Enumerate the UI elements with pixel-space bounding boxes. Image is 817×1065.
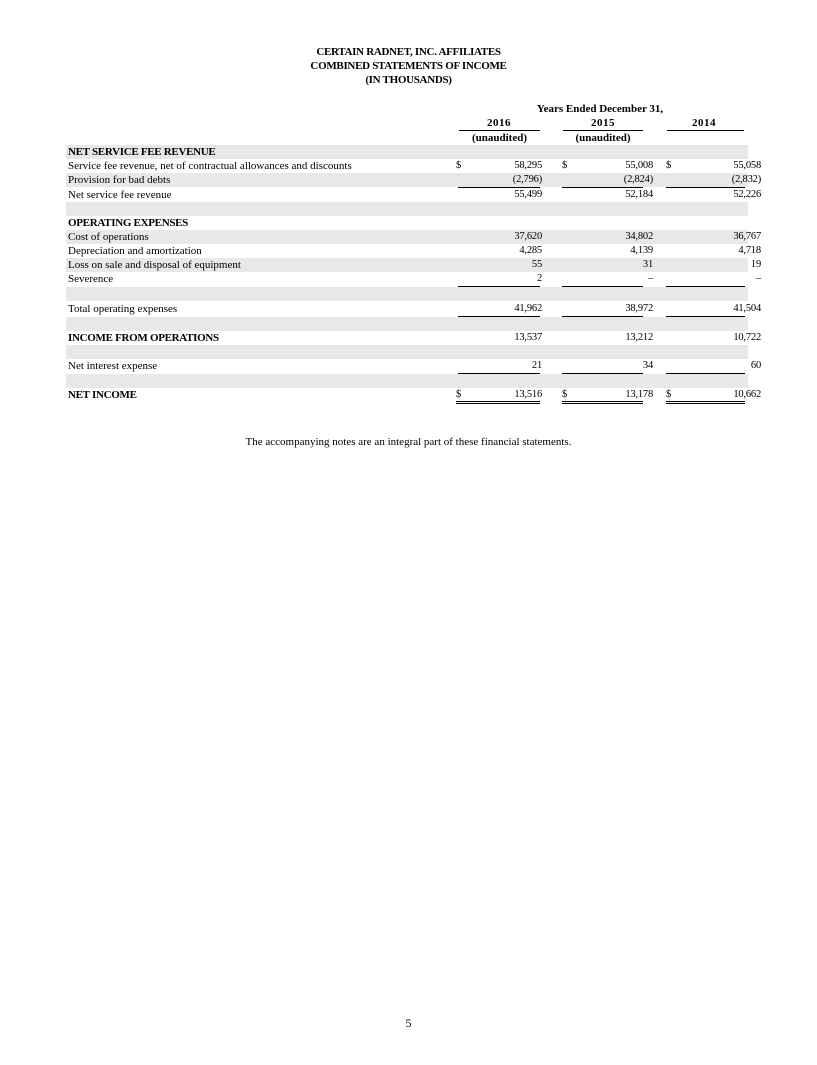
row-label: Net interest expense — [68, 360, 158, 372]
value-2016: 41,962 — [514, 303, 542, 314]
double-rule-2015 — [562, 401, 643, 404]
table-row — [66, 272, 761, 286]
value-2015: 13,212 — [625, 332, 653, 343]
row-label: Depreciation and amortization — [68, 245, 202, 257]
table-row — [66, 302, 761, 316]
value-2015: 38,972 — [625, 303, 653, 314]
value-2015: 31 — [642, 259, 653, 270]
value-2014: – — [755, 273, 761, 284]
section-heading-revenue — [66, 145, 748, 159]
value-2016: 55,499 — [514, 189, 542, 200]
column-header-2016: 2016 — [487, 117, 511, 129]
table-row — [66, 159, 761, 173]
currency-symbol: $ — [562, 389, 568, 400]
table-row — [66, 359, 761, 373]
row-label: Severence — [68, 273, 114, 285]
row-label: Provision for bad debts — [68, 174, 171, 186]
value-2014: (2,832) — [731, 174, 761, 185]
currency-symbol: $ — [666, 160, 672, 171]
value-2016: 4,285 — [519, 245, 542, 256]
spacer-row — [66, 374, 748, 388]
row-label: Loss on sale and disposal of equipment — [68, 259, 241, 271]
value-2014: 4,718 — [738, 245, 761, 256]
value-2014: 10,722 — [733, 332, 761, 343]
footnote: The accompanying notes are an integral part of these financial statements. — [245, 436, 572, 448]
double-rule-2016 — [456, 401, 540, 404]
table-row — [66, 230, 761, 244]
table-row — [66, 173, 761, 187]
value-2015: 13,178 — [625, 389, 653, 400]
currency-symbol: $ — [562, 160, 568, 171]
statement-title-name: COMBINED STATEMENTS OF INCOME — [310, 60, 507, 72]
value-2014: 60 — [750, 360, 761, 371]
currency-symbol: $ — [666, 389, 672, 400]
value-2016: 13,516 — [514, 389, 542, 400]
value-2014: 36,767 — [733, 231, 761, 242]
spacer-row — [66, 202, 748, 216]
header-rule-2015 — [563, 130, 643, 131]
table-row — [66, 258, 761, 272]
row-label: NET INCOME — [68, 389, 137, 401]
column-subheader-2016: (unaudited) — [471, 132, 528, 144]
column-subheader-2015: (unaudited) — [575, 132, 631, 144]
row-label: Service fee revenue, net of contractual allowances and discounts — [68, 160, 352, 172]
column-header-2014: 2014 — [692, 117, 716, 129]
table-row — [66, 388, 761, 402]
header-rule-2014 — [667, 130, 744, 131]
row-label: Net service fee revenue — [68, 189, 172, 201]
row-label: NET SERVICE FEE REVENUE — [68, 146, 216, 158]
statement-title-units: (IN THOUSANDS) — [365, 74, 452, 86]
spacer-row — [66, 317, 748, 331]
currency-symbol: $ — [456, 160, 462, 171]
value-2014: 10,662 — [733, 389, 761, 400]
value-2015: 34 — [642, 360, 653, 371]
value-2015: 52,184 — [625, 189, 653, 200]
value-2016: 58,295 — [514, 160, 542, 171]
value-2015: (2,824) — [623, 174, 653, 185]
value-2014: 55,058 — [733, 160, 761, 171]
value-2016: (2,796) — [512, 174, 542, 185]
currency-symbol: $ — [456, 389, 462, 400]
value-2016: 21 — [531, 360, 542, 371]
value-2016: 55 — [531, 259, 542, 270]
table-row — [66, 188, 761, 202]
header-rule-2016 — [459, 130, 540, 131]
statement-title-company: CERTAIN RADNET, INC. AFFILIATES — [316, 46, 501, 58]
spacer-row — [66, 287, 748, 301]
section-heading-expenses — [66, 216, 748, 230]
page-number: 5 — [405, 1016, 412, 1030]
row-label: Total operating expenses — [68, 303, 178, 315]
value-2015: 4,139 — [630, 245, 653, 256]
spacer-row — [66, 345, 748, 359]
column-header-2015: 2015 — [591, 117, 615, 129]
row-label: Cost of operations — [68, 231, 149, 243]
value-2016: 13,537 — [514, 332, 542, 343]
value-2015: – — [647, 273, 653, 284]
double-rule-2014 — [666, 401, 745, 404]
value-2014: 19 — [750, 259, 761, 270]
table-row — [66, 244, 761, 258]
row-label: OPERATING EXPENSES — [68, 217, 189, 229]
value-2014: 52,226 — [733, 189, 761, 200]
value-2015: 55,008 — [625, 160, 653, 171]
value-2016: 37,620 — [514, 231, 542, 242]
value-2016: 2 — [536, 273, 542, 284]
table-row — [66, 331, 761, 345]
column-group-header: Years Ended December 31, — [536, 103, 664, 115]
value-2015: 34,802 — [625, 231, 653, 242]
value-2014: 41,504 — [733, 303, 761, 314]
row-label: INCOME FROM OPERATIONS — [68, 332, 219, 344]
